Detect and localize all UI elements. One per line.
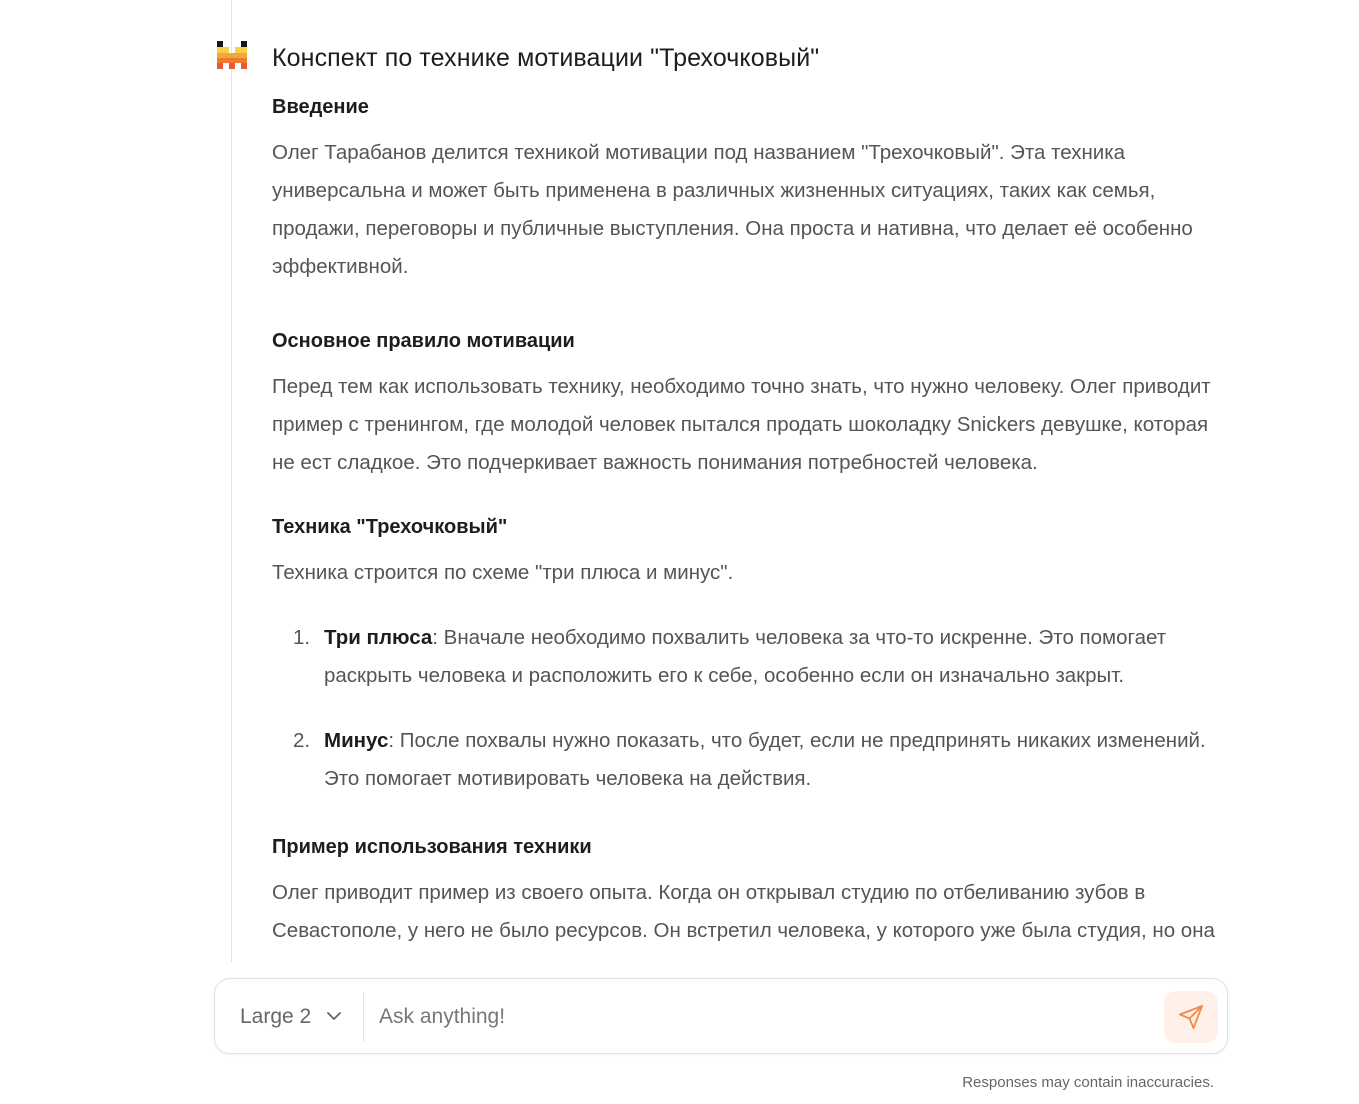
disclaimer-text: Responses may contain inaccuracies.: [962, 1074, 1214, 1091]
section-paragraph-intro: Олег Тарабанов делится техникой мотивации под названием "Трехочковый". Эта техника универсальна и может быть применена в различных жизненных ситуациях, таких как семья, продажи, переговоры и публичные выступления. Она проста и нативна, что делает её особенно эффективной.: [272, 141, 1193, 278]
composer-divider: [363, 992, 364, 1042]
model-label: Large 2: [240, 1005, 312, 1028]
message-title: Конспект по технике мотивации "Трехочковый": [272, 44, 820, 72]
chevron-down-icon: [326, 1010, 342, 1022]
model-select-button[interactable]: [215, 979, 363, 1053]
section-heading-example: Пример использования техники: [272, 836, 592, 858]
list-item-number: 2.: [293, 729, 311, 752]
list-item-text: : После похвалы нужно показать, что будет, если не предпринять никаких изменений. Это помогает мотивировать человека на действия.: [324, 729, 1206, 790]
list-item: [272, 722, 1222, 798]
list-item-text: : Вначале необходимо похвалить человека за что-то искренне. Это помогает раскрыть человека и расположить его к себе, особенно если он изначально закрыт.: [324, 626, 1167, 687]
send-button[interactable]: [1164, 991, 1218, 1043]
technique-list: [272, 619, 1222, 798]
thread-line: [231, 0, 232, 962]
section-paragraph-rule: Перед тем как использовать технику, необходимо точно знать, что нужно человеку. Олег приводит пример с тренингом, где молодой человек пытался продать шоколадку Snickers девушке, которая не ест сладкое. Это подчеркивает важность понимания потребностей человека.: [272, 375, 1211, 474]
ask-input[interactable]: [379, 999, 1149, 1035]
assistant-message: [272, 38, 1222, 950]
chat-composer: [214, 978, 1228, 1054]
list-item-term: Три плюса: [324, 626, 433, 649]
section-paragraph-example: Олег приводит пример из своего опыта. Когда он открывал студию по отбеливанию зубов в Севастополе, у него не было ресурсов. Он встретил человека, у которого уже была студия, но она: [272, 881, 1215, 942]
section-paragraph-technique: Техника строится по схеме "три плюса и минус".: [272, 561, 734, 584]
mistral-logo-icon: [217, 41, 247, 69]
list-item-number: 1.: [293, 626, 311, 649]
section-heading-intro: Введение: [272, 96, 369, 118]
list-item: [272, 619, 1222, 695]
list-item-term: Минус: [324, 729, 389, 752]
section-heading-technique: Техника "Трехочковый": [272, 516, 508, 538]
section-heading-rule: Основное правило мотивации: [272, 330, 575, 352]
send-icon: [1177, 1003, 1205, 1031]
